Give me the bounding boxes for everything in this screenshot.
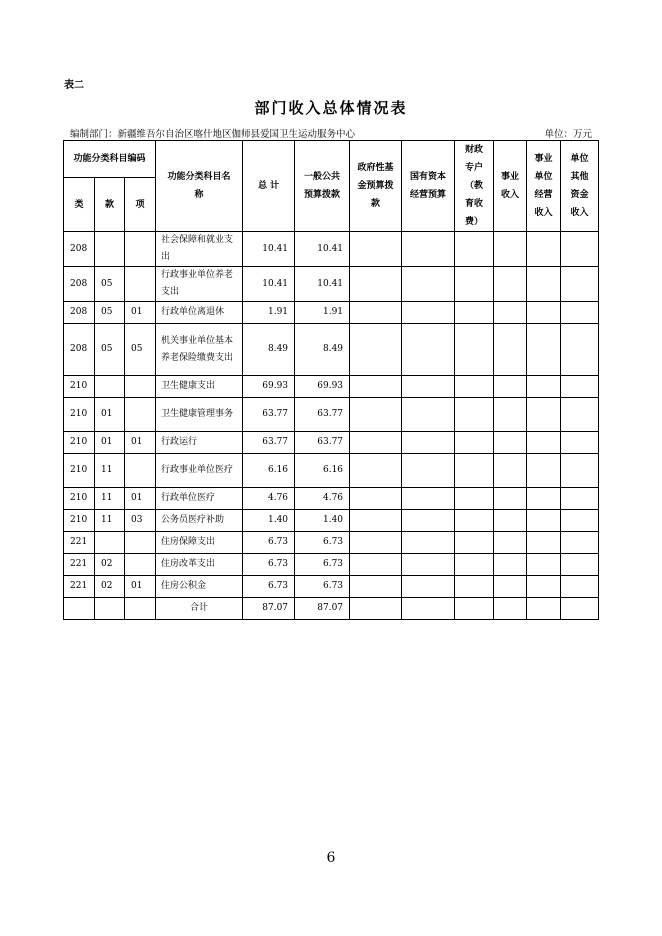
- special-account-cell: [455, 324, 494, 376]
- header-government-fund: 政府性基金预算拨款: [350, 141, 402, 232]
- code-xiang-cell: [125, 232, 156, 267]
- empty-income-cell: [350, 598, 402, 620]
- general-budget-cell: 1.40: [295, 510, 350, 532]
- other-income-cell: [561, 510, 599, 532]
- government-fund-cell: [350, 398, 402, 432]
- subject-name-cell: 社会保障和就业支出: [156, 232, 243, 267]
- total-cell: 63.77: [243, 432, 295, 454]
- general-budget-cell: 10.41: [295, 267, 350, 302]
- code-xiang-cell: [125, 267, 156, 302]
- special-account-cell: [455, 302, 494, 324]
- page-number: 6: [326, 850, 336, 866]
- other-income-cell: [561, 432, 599, 454]
- career-income-cell: [494, 232, 527, 267]
- special-account-cell: [455, 454, 494, 488]
- header-xiang: 项: [125, 178, 156, 232]
- operation-income-cell: [527, 576, 561, 598]
- state-capital-cell: [402, 554, 455, 576]
- career-income-cell: [494, 454, 527, 488]
- state-capital-cell: [402, 232, 455, 267]
- subject-name-cell: 行政单位离退休: [156, 302, 243, 324]
- state-capital-cell: [402, 398, 455, 432]
- code-kuan-cell: 05: [95, 302, 125, 324]
- total-cell: 6.73: [243, 576, 295, 598]
- code-lei-cell: 210: [64, 488, 95, 510]
- general-budget-cell: 8.49: [295, 324, 350, 376]
- header-operation-income: 事业单位经营收入: [527, 141, 561, 232]
- state-capital-cell: [402, 510, 455, 532]
- subject-name-cell: 行政运行: [156, 432, 243, 454]
- code-lei-cell: 208: [64, 232, 95, 267]
- operation-income-cell: [527, 324, 561, 376]
- subject-name-cell: 住房保障支出: [156, 532, 243, 554]
- code-xiang-cell: [125, 554, 156, 576]
- empty-income-cell: [561, 598, 599, 620]
- table-row: [64, 488, 599, 510]
- total-cell: 10.41: [243, 267, 295, 302]
- table-row: [64, 267, 599, 302]
- other-income-cell: [561, 554, 599, 576]
- code-lei-cell: 208: [64, 324, 95, 376]
- header-special-account: 财政专户（教育收费）: [455, 141, 494, 232]
- state-capital-cell: [402, 432, 455, 454]
- code-kuan-cell: 02: [95, 576, 125, 598]
- code-lei-cell: 210: [64, 432, 95, 454]
- special-account-cell: [455, 488, 494, 510]
- other-income-cell: [561, 398, 599, 432]
- other-income-cell: [561, 576, 599, 598]
- code-kuan-cell: [95, 376, 125, 398]
- general-budget-cell: 69.93: [295, 376, 350, 398]
- special-account-cell: [455, 398, 494, 432]
- table-row: [64, 532, 599, 554]
- table-row: [64, 376, 599, 398]
- state-capital-cell: [402, 324, 455, 376]
- code-xiang-cell: [125, 532, 156, 554]
- career-income-cell: [494, 432, 527, 454]
- total-cell: 63.77: [243, 398, 295, 432]
- code-kuan-cell: 02: [95, 554, 125, 576]
- other-income-cell: [561, 302, 599, 324]
- code-xiang-cell: 01: [125, 432, 156, 454]
- other-income-cell: [561, 454, 599, 488]
- code-xiang-cell: 03: [125, 510, 156, 532]
- operation-income-cell: [527, 554, 561, 576]
- special-account-cell: [455, 232, 494, 267]
- special-account-cell: [455, 376, 494, 398]
- other-income-cell: [561, 232, 599, 267]
- header-other-income: 单位其他资金收入: [561, 141, 599, 232]
- career-income-cell: [494, 376, 527, 398]
- government-fund-cell: [350, 510, 402, 532]
- special-account-cell: [455, 432, 494, 454]
- subject-name-cell: 住房公积金: [156, 576, 243, 598]
- general-budget-cell: 1.91: [295, 302, 350, 324]
- code-xiang-cell: 01: [125, 576, 156, 598]
- subject-name-cell: 行政事业单位养老支出: [156, 267, 243, 302]
- general-budget-cell: 6.73: [295, 532, 350, 554]
- table-row: [64, 454, 599, 488]
- empty-code-cell: [64, 598, 95, 620]
- other-income-cell: [561, 267, 599, 302]
- career-income-cell: [494, 554, 527, 576]
- header-lei: 类: [64, 178, 95, 232]
- general-budget-cell: 6.73: [295, 554, 350, 576]
- total-cell: 4.76: [243, 488, 295, 510]
- empty-income-cell: [402, 598, 455, 620]
- code-xiang-cell: 01: [125, 488, 156, 510]
- total-cell: 8.49: [243, 324, 295, 376]
- total-cell: 6.73: [243, 554, 295, 576]
- empty-code-cell: [95, 598, 125, 620]
- government-fund-cell: [350, 576, 402, 598]
- government-fund-cell: [350, 488, 402, 510]
- operation-income-cell: [527, 232, 561, 267]
- department-label: 编制部门：新疆维吾尔自治区喀什地区伽师县爱国卫生运动服务中心: [70, 129, 356, 140]
- code-kuan-cell: [95, 532, 125, 554]
- government-fund-cell: [350, 302, 402, 324]
- subject-name-cell: 行政单位医疗: [156, 488, 243, 510]
- government-fund-cell: [350, 432, 402, 454]
- total-row: [64, 598, 599, 620]
- grand-general-cell: 87.07: [295, 598, 350, 620]
- state-capital-cell: [402, 576, 455, 598]
- grand-total-cell: 87.07: [243, 598, 295, 620]
- empty-income-cell: [494, 598, 527, 620]
- header-general-budget: 一般公共预算拨款: [295, 141, 350, 232]
- subject-name-cell: 机关事业单位基本养老保险缴费支出: [156, 324, 243, 376]
- table-row: [64, 302, 599, 324]
- code-kuan-cell: 05: [95, 324, 125, 376]
- total-cell: 69.93: [243, 376, 295, 398]
- code-lei-cell: 210: [64, 454, 95, 488]
- other-income-cell: [561, 376, 599, 398]
- career-income-cell: [494, 302, 527, 324]
- general-budget-cell: 4.76: [295, 488, 350, 510]
- subject-name-cell: 卫生健康管理事务: [156, 398, 243, 432]
- code-kuan-cell: 01: [95, 432, 125, 454]
- government-fund-cell: [350, 532, 402, 554]
- table-row: [64, 324, 599, 376]
- empty-code-cell: [125, 598, 156, 620]
- unit-label: 单位：万元: [544, 129, 592, 140]
- total-label-cell: 合计: [156, 598, 243, 620]
- code-lei-cell: 221: [64, 576, 95, 598]
- code-xiang-cell: [125, 454, 156, 488]
- header-code-group: 功能分类科目编码: [64, 141, 156, 178]
- empty-income-cell: [455, 598, 494, 620]
- special-account-cell: [455, 267, 494, 302]
- code-kuan-cell: [95, 232, 125, 267]
- table-row: [64, 398, 599, 432]
- special-account-cell: [455, 576, 494, 598]
- total-cell: 1.40: [243, 510, 295, 532]
- subject-name-cell: 行政事业单位医疗: [156, 454, 243, 488]
- operation-income-cell: [527, 398, 561, 432]
- general-budget-cell: 63.77: [295, 398, 350, 432]
- total-cell: 10.41: [243, 232, 295, 267]
- code-lei-cell: 210: [64, 510, 95, 532]
- career-income-cell: [494, 510, 527, 532]
- total-cell: 6.73: [243, 532, 295, 554]
- state-capital-cell: [402, 376, 455, 398]
- income-summary-table: [63, 140, 599, 620]
- career-income-cell: [494, 324, 527, 376]
- header-row-1: [64, 141, 599, 178]
- code-xiang-cell: [125, 398, 156, 432]
- empty-income-cell: [527, 598, 561, 620]
- header-subject-name: 功能分类科目名称: [156, 141, 243, 232]
- operation-income-cell: [527, 432, 561, 454]
- government-fund-cell: [350, 454, 402, 488]
- code-kuan-cell: 11: [95, 488, 125, 510]
- government-fund-cell: [350, 324, 402, 376]
- code-lei-cell: 208: [64, 302, 95, 324]
- operation-income-cell: [527, 302, 561, 324]
- general-budget-cell: 63.77: [295, 432, 350, 454]
- table-row: [64, 576, 599, 598]
- total-cell: 6.16: [243, 454, 295, 488]
- table-row: [64, 510, 599, 532]
- header-state-capital: 国有资本经营预算: [402, 141, 455, 232]
- operation-income-cell: [527, 376, 561, 398]
- special-account-cell: [455, 510, 494, 532]
- operation-income-cell: [527, 267, 561, 302]
- state-capital-cell: [402, 267, 455, 302]
- career-income-cell: [494, 398, 527, 432]
- table-row: [64, 554, 599, 576]
- subject-name-cell: 住房改革支出: [156, 554, 243, 576]
- code-lei-cell: 210: [64, 376, 95, 398]
- state-capital-cell: [402, 488, 455, 510]
- code-xiang-cell: [125, 376, 156, 398]
- code-kuan-cell: 05: [95, 267, 125, 302]
- other-income-cell: [561, 488, 599, 510]
- general-budget-cell: 10.41: [295, 232, 350, 267]
- government-fund-cell: [350, 267, 402, 302]
- code-lei-cell: 208: [64, 267, 95, 302]
- code-kuan-cell: 11: [95, 454, 125, 488]
- state-capital-cell: [402, 454, 455, 488]
- career-income-cell: [494, 488, 527, 510]
- code-kuan-cell: 11: [95, 510, 125, 532]
- operation-income-cell: [527, 488, 561, 510]
- total-cell: 1.91: [243, 302, 295, 324]
- header-career-income: 事业收入: [494, 141, 527, 232]
- code-xiang-cell: 01: [125, 302, 156, 324]
- career-income-cell: [494, 532, 527, 554]
- header-kuan: 款: [95, 178, 125, 232]
- code-kuan-cell: 01: [95, 398, 125, 432]
- career-income-cell: [494, 576, 527, 598]
- header-total: 总 计: [243, 141, 295, 232]
- general-budget-cell: 6.16: [295, 454, 350, 488]
- subject-name-cell: 卫生健康支出: [156, 376, 243, 398]
- other-income-cell: [561, 532, 599, 554]
- table-row: [64, 232, 599, 267]
- government-fund-cell: [350, 554, 402, 576]
- page-title: 部门收入总体情况表: [254, 99, 408, 117]
- state-capital-cell: [402, 302, 455, 324]
- government-fund-cell: [350, 232, 402, 267]
- special-account-cell: [455, 554, 494, 576]
- code-xiang-cell: 05: [125, 324, 156, 376]
- operation-income-cell: [527, 454, 561, 488]
- operation-income-cell: [527, 532, 561, 554]
- code-lei-cell: 210: [64, 398, 95, 432]
- other-income-cell: [561, 324, 599, 376]
- state-capital-cell: [402, 532, 455, 554]
- career-income-cell: [494, 267, 527, 302]
- table-number-label: 表二: [64, 80, 84, 91]
- government-fund-cell: [350, 376, 402, 398]
- table-row: [64, 432, 599, 454]
- code-lei-cell: 221: [64, 554, 95, 576]
- general-budget-cell: 6.73: [295, 576, 350, 598]
- subject-name-cell: 公务员医疗补助: [156, 510, 243, 532]
- operation-income-cell: [527, 510, 561, 532]
- code-lei-cell: 221: [64, 532, 95, 554]
- special-account-cell: [455, 532, 494, 554]
